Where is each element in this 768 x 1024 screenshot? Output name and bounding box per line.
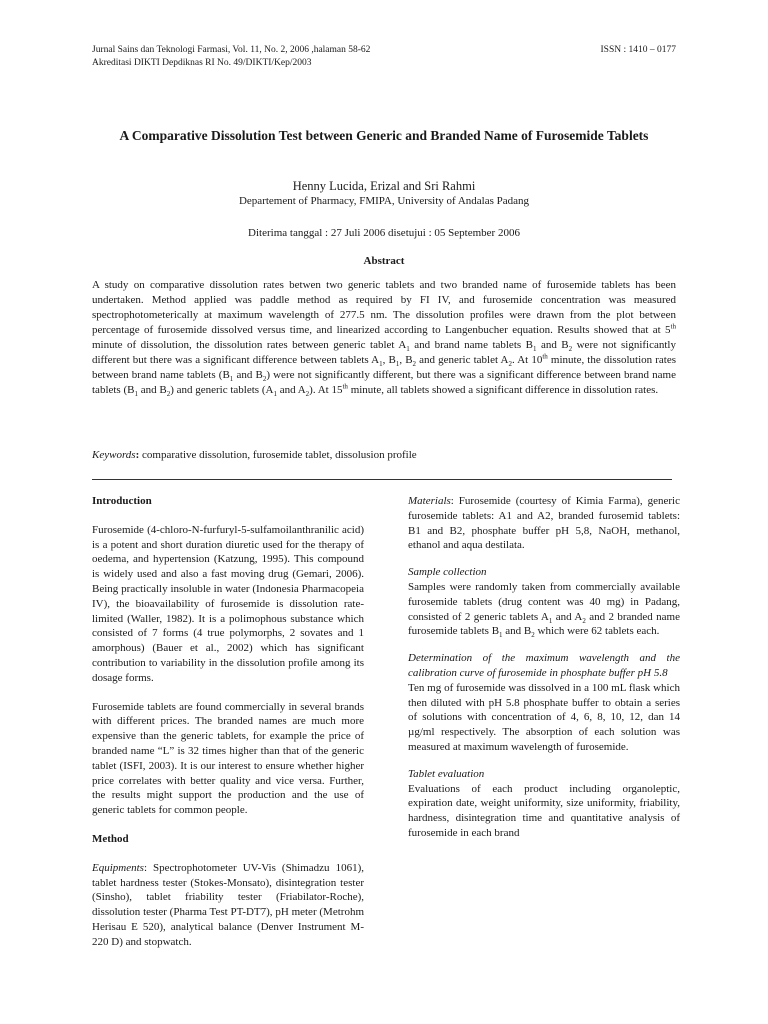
wavelength-text: Ten mg of furosemide was dissolved in a 100 mL flask which then diluted with pH 5.8 phosphate buffer to obtain a series of solutions with concentration of 4, 6, 8, 10, 12, dan 14 µg/ml respectively. The absorption of each solution was measured at maximum wavelength of furosemide. [408, 681, 680, 753]
left-column [92, 494, 364, 950]
abstract-heading: Abstract [363, 255, 405, 267]
intro-paragraph-2: Furosemide tablets are found commercially in several brands with different prices. The branded names are much more expensive than the generic tablets, for example the price of branded name “L” is 32 times higher than that of the generic tablet (ISFI, 2003). It is our interest to ensure whether higher price correlates with better quality and vice versa. Further, the results might support the production and the use of generic tablets for common people. [92, 700, 364, 817]
journal-header [92, 44, 370, 70]
received-dates: Diterima tanggal : 27 Juli 2006 disetujui : 05 September 2006 [248, 227, 520, 239]
wavelength-heading: Determination of the maximum wavelength and the calibration curve of furosemide in phosphate buffer pH 5.8 [408, 652, 680, 679]
section-divider [92, 479, 672, 480]
journal-citation: Jurnal Sains dan Teknologi Farmasi, Vol. 11, No. 2, 2006 ,halaman 58-62 [92, 45, 371, 55]
keywords: Keywords: comparative dissolution, furosemide tablet, dissolusion profile [92, 449, 417, 461]
method-heading: Method [92, 832, 129, 845]
accreditation: Akreditasi DIKTI Depdiknas RI No. 49/DIKTI/Kep/2003 [92, 58, 312, 68]
sample-collection-heading: Sample collection [408, 566, 487, 579]
equipments-paragraph: Equipments: Spectrophotometer UV-Vis (Shimadzu 1061), tablet hardness tester (Stokes-Monsato), disintegration tester (Sinsho), tablet friability tester (Friabilator-Roche), dissolution tester (Pharma Test PT-DT7), pH meter (Metrohm Herisau E 520), analytical balance (Denver Instrument M-220 D) and stopwatch. [92, 861, 364, 948]
issn: ISSN : 1410 – 0177 [600, 45, 676, 55]
right-column [408, 494, 680, 841]
paper-title: A Comparative Dissolution Test between Generic and Branded Name of Furosemide Tablets [119, 128, 649, 143]
abstract-text: A study on comparative dissolution rates betwen two generic tablets and two branded name of furosemide tablets has been undertaken. Method applied was paddle method as required by FI IV, and furosemide concentration was measured spectrophotometerically at maximum wavelength of 277.5 nm. The dissolution profiles were drawn from the plot between percentage of furosemide dissolved versus time, and linearized according to Langenbucher equation. Results showed that at 5th minute of dissolution, the dissolution rates between generic tablet $A_1$ and brand name tablets $B_1$ and $B_2$ were not significantly different but there was a significant difference between tablets $A_1$, $B_1$, $B_2$ and generic tablet $A_2$. At 10th minute, the dissolution rates between brand name tablets ($B_1$ and $B_2$) were not significantly different, but there was a significant difference between brand name tablets ($B_1$ and $B_2$) and generic tablets ($A_1$ and $A_2$). At 15th minute, all tablets showed a significant difference in dissolution rates. [92, 279, 676, 399]
affiliation: Departement of Pharmacy, FMIPA, University of Andalas Padang [238, 195, 530, 207]
tablet-evaluation-heading: Tablet evaluation [408, 767, 485, 780]
introduction-heading: Introduction [92, 495, 152, 507]
materials-paragraph: Materials: Furosemide (courtesy of Kimia Farma), generic furosemide tablets: A1 and A2, branded furosemid tablets: B1 and B2, phosphate buffer pH 5,8, NaOH, methanol, ethanol and aqua destilata. [408, 495, 680, 552]
authors: Henny Lucida, Erizal and Sri Rahmi [292, 179, 476, 193]
sample-collection-text: Samples were randomly taken from commercially available furosemide tablets (drug content was 40 mg) in Padang, consisted of 2 generic tablets $A_1$ and $A_2$ and 2 branded name furosemide tablets $B_1$ and $B_2$ which were 62 tablets each. [408, 580, 680, 640]
intro-paragraph-1: Furosemide (4-chloro-N-furfuryl-5-sulfamoilanthranilic acid) is a potent and short duration diuretic used for the therapy of oedema, and hypertension (Katzung, 1995). This compound is widely used and also a fast moving drug (Gemari, 2006). Being practically insoluble in water (Indonesia Pharmacopeia IV), the bioavailability of furosemide is dissolution rate-limited (Waller, 1982). It is a polimophous substance which consisted of 7 forms (4 true polymorphs, 2 sovates and 1 amorphous) (Bauer et al., 2002) which has significant contribution to variability in the dissolution profile among its dosage forms. [92, 523, 364, 684]
tablet-evaluation-text: Evaluations of each product including organoleptic, expiration date, weight uniformity, size uniformity, friability, hardness, disintegration time and quantitative analysis of furosemide in each brand [408, 782, 680, 839]
